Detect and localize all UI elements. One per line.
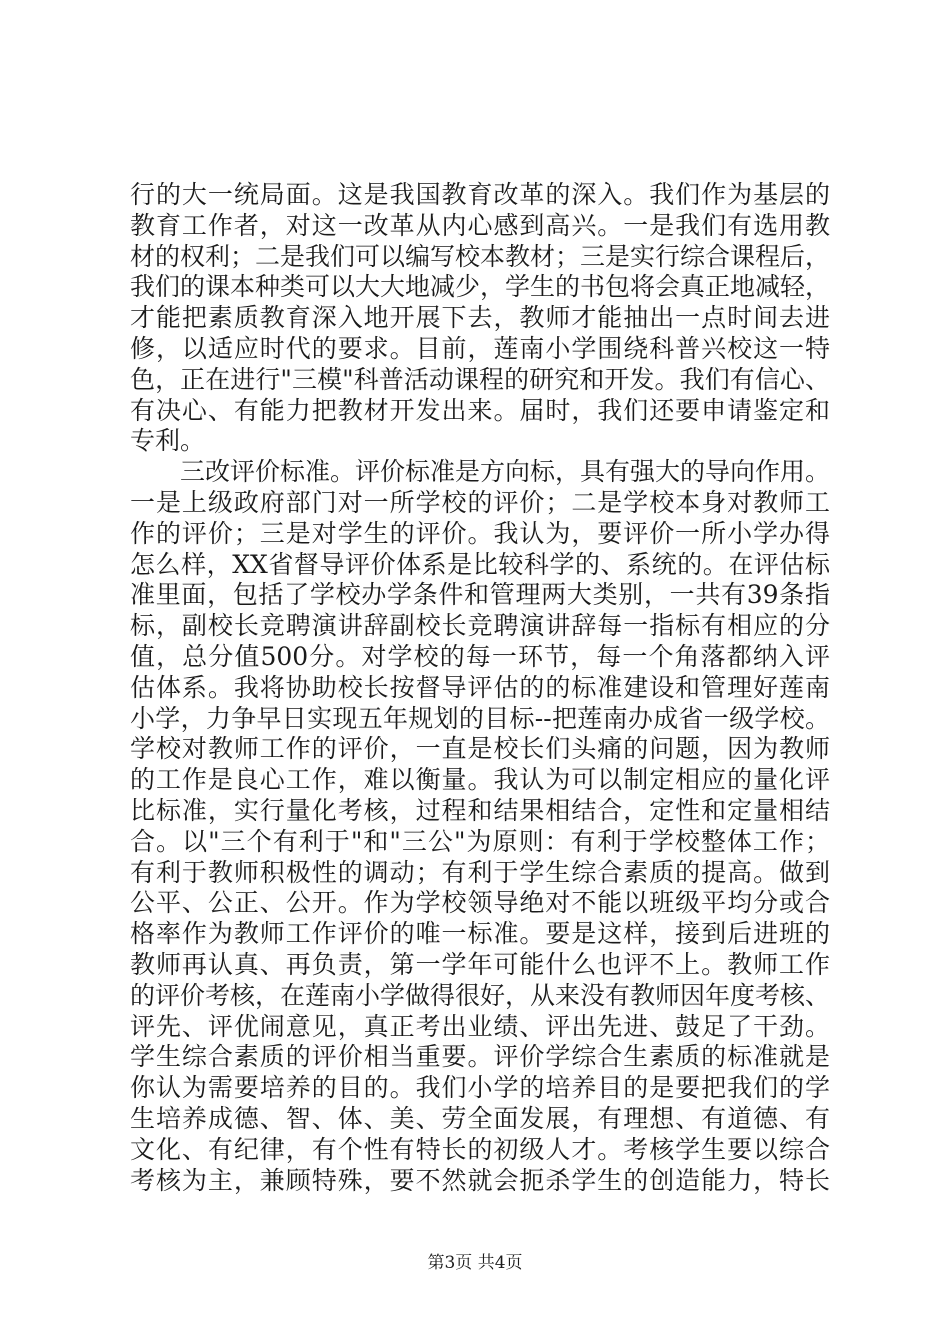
text-line: 评先、评优闹意见，真正考出业绩、评出先进、鼓足了干劲。 (130, 1011, 830, 1041)
page-footer (0, 1248, 950, 1273)
text-line: 比标准，实行量化考核，过程和结果相结合，定性和定量相结 (130, 795, 830, 825)
text-line: 考核为主，兼顾特殊，要不然就会扼杀学生的创造能力，特长 (130, 1165, 830, 1195)
text-line: 一是上级政府部门对一所学校的评价；二是学校本身对教师工 (130, 487, 830, 517)
page-number: 第3页 共4页 (427, 1253, 523, 1273)
text-line: 三改评价标准。评价标准是方向标，具有强大的导向作用。 (180, 457, 831, 487)
text-line: 专利。 (130, 426, 206, 456)
text-line: 生培养成德、智、体、美、劳全面发展，有理想、有道德、有 (130, 1103, 830, 1133)
text-line: 修，以适应时代的要求。目前，莲南小学围绕科普兴校这一特 (130, 333, 830, 363)
text-line: 我们的课本种类可以大大地减少，学生的书包将会真正地减轻， (130, 272, 831, 302)
text-line: 教师再认真、再负责，第一学年可能什么也评不上。教师工作 (130, 949, 830, 979)
text-line: 你认为需要培养的目的。我们小学的培养目的是要把我们的学 (130, 1073, 830, 1103)
text-line: 准里面，包括了学校办学条件和管理两大类别，一共有39条指 (130, 580, 830, 610)
text-line: 学校对教师工作的评价，一直是校长们头痛的问题，因为教师 (130, 734, 830, 764)
text-line: 有决心、有能力把教材开发出来。届时，我们还要申请鉴定和 (130, 395, 830, 425)
text-line: 公平、公正、公开。作为学校领导绝对不能以班级平均分或合 (130, 888, 830, 918)
text-line: 标，副校长竞聘演讲辞副校长竞聘演讲辞每一指标有相应的分 (130, 611, 830, 641)
text-line: 合。以"三个有利于"和"三公"为原则：有利于学校整体工作； (130, 826, 830, 856)
text-line: 教育工作者，对这一改革从内心感到高兴。一是我们有选用教 (130, 210, 830, 240)
text-line: 有利于教师积极性的调动；有利于学生综合素质的提高。做到 (130, 857, 830, 887)
text-line: 行的大一统局面。这是我国教育改革的深入。我们作为基层的 (130, 180, 830, 209)
text-line: 材的权利；二是我们可以编写校本教材；三是实行综合课程后， (130, 241, 831, 271)
text-line: 怎么样，XX省督导评价体系是比较科学的、系统的。在评估标 (130, 549, 830, 579)
body-text (130, 180, 830, 1196)
text-line: 学生综合素质的评价相当重要。评价学综合生素质的标准就是 (130, 1042, 830, 1072)
text-line: 格率作为教师工作评价的唯一标准。要是这样，接到后进班的 (130, 919, 830, 949)
text-line: 作的评价；三是对学生的评价。我认为，要评价一所小学办得 (130, 518, 830, 548)
text-line: 色，正在进行"三模"科普活动课程的研究和开发。我们有信心、 (130, 364, 830, 394)
text-line: 值，总分值500分。对学校的每一环节，每一个角落都纳入评 (130, 641, 830, 671)
text-line: 的评价考核，在莲南小学做得很好，从来没有教师因年度考核、 (130, 980, 831, 1010)
text-line: 估体系。我将协助校长按督导评估的的标准建设和管理好莲南 (130, 672, 830, 702)
text-line: 文化、有纪律，有个性有特长的初级人才。考核学生要以综合 (130, 1134, 830, 1164)
text-line: 的工作是良心工作，难以衡量。我认为可以制定相应的量化评 (130, 765, 830, 795)
text-line: 才能把素质教育深入地开展下去，教师才能抽出一点时间去进 (130, 303, 830, 333)
text-line: 小学，力争早日实现五年规划的目标--把莲南办成省一级学校。 (130, 703, 830, 733)
